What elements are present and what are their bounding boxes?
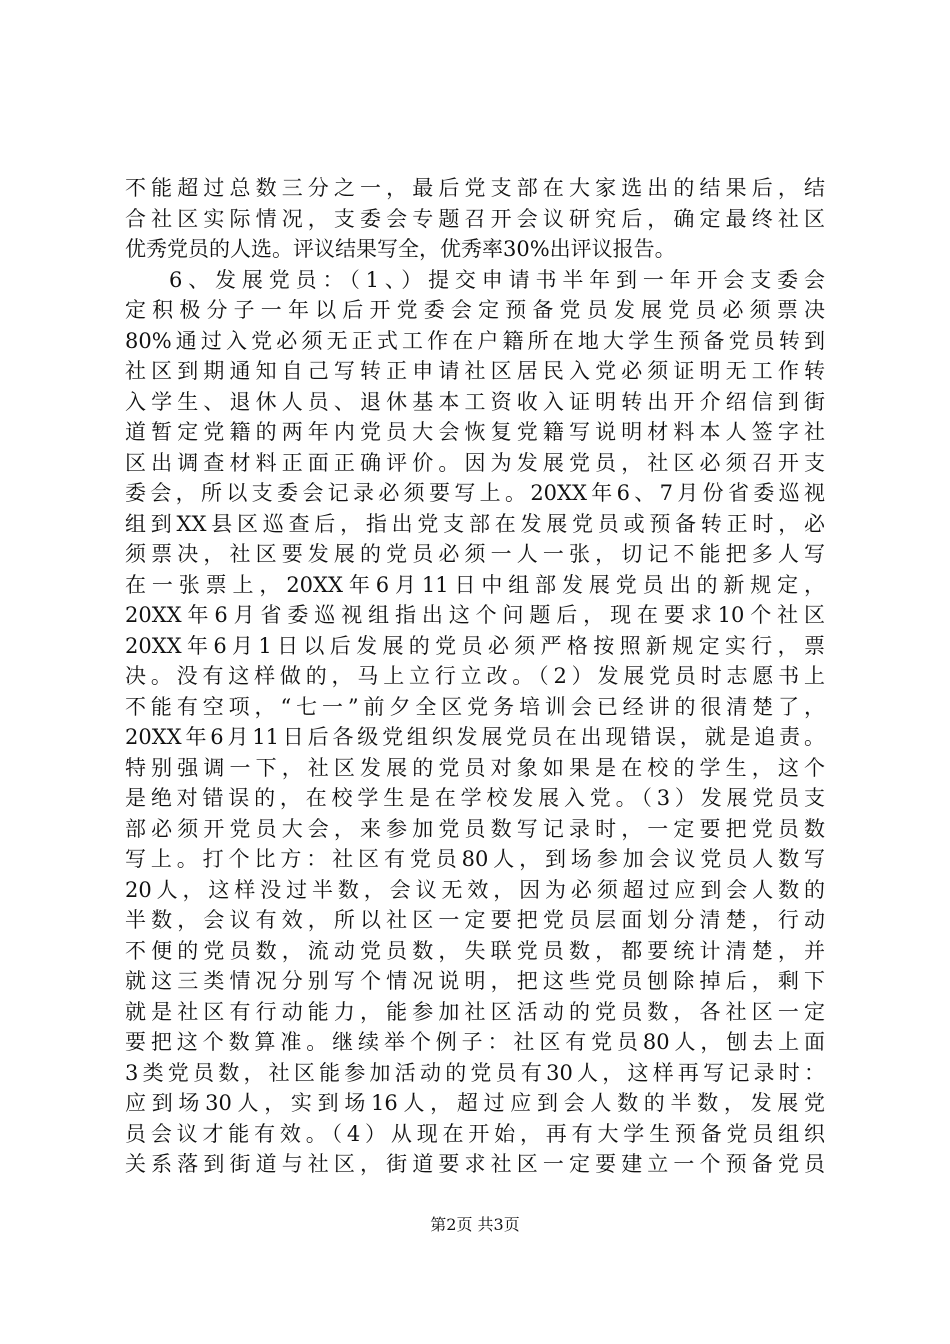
text-line: 就这三类情况分别写个情况说明，把这些党员刨除掉后，剩下 (125, 969, 825, 993)
text-line: 决。没有这样做的，马上立行立改。（2）发展党员时志愿书上 (125, 664, 825, 688)
text-line: 应到场30人，实到场16人，超过应到会人数的半数，发展党 (125, 1091, 825, 1115)
text-line: 在一张票上，20XX年6月11日中组部发展党员出的新规定， (125, 572, 825, 597)
text-line: 定积极分子一年以后开党委会定预备党员发展党员必须票决 (125, 298, 825, 322)
page-number-footer: 第2页 共3页 (430, 1215, 520, 1234)
text-line: 须票决，社区要发展的党员必须一人一张，切记不能把多人写 (125, 542, 825, 566)
text-line: 合社区实际情况，支委会专题召开会议研究后，确定最终社区 (125, 206, 825, 231)
text-line: 关系落到街道与社区，街道要求社区一定要建立一个预备党员 (125, 1152, 825, 1176)
text-line: 组到XX县区巡查后，指出党支部在发展党员或预备转正时，必 (125, 511, 825, 536)
document-body (125, 173, 825, 1180)
text-line: 特别强调一下，社区发展的党员对象如果是在校的学生，这个 (125, 755, 825, 780)
text-line: 社区到期通知自己写转正申请社区居民入党必须证明无工作转 (125, 359, 825, 383)
text-line: 区出调查材料正面正确评价。因为发展党员，社区必须召开支 (125, 450, 825, 475)
text-line: 员会议才能有效。（4）从现在开始，再有大学生预备党员组织 (125, 1121, 825, 1146)
text-line: 道暂定党籍的两年内党员大会恢复党籍写说明材料本人签字社 (125, 420, 825, 444)
text-line: 80%通过入党必须无正式工作在户籍所在地大学生预备党员转到 (125, 328, 825, 353)
text-line: 6、发展党员：（1、）提交申请书半年到一年开会支委会 (169, 267, 825, 292)
text-line: 要把这个数算准。继续举个例子：社区有党员80人，刨去上面 (125, 1030, 825, 1054)
text-line: 不便的党员数，流动党员数，失联党员数，都要统计清楚，并 (125, 938, 825, 963)
text-line: 委会，所以支委会记录必须要写上。20XX年6、7月份省委巡视 (125, 481, 825, 505)
text-line: 是绝对错误的，在校学生是在学校发展入党。（3）发展党员支 (125, 786, 825, 810)
text-line: 半数，会议有效，所以社区一定要把党员层面划分清楚，行动 (125, 908, 825, 932)
text-line: 入学生、退休人员、退休基本工资收入证明转出开介绍信到街 (125, 389, 825, 414)
text-line: 20XX年6月11日后各级党组织发展党员在出现错误，就是追责。 (125, 725, 825, 749)
text-line: 3类党员数，社区能参加活动的党员有30人，这样再写记录时： (125, 1060, 825, 1085)
text-line: 优秀党员的人选。评议结果写全，优秀率30%出评议报告。 (125, 237, 676, 261)
text-line: 就是社区有行动能力，能参加社区活动的党员数，各社区一定 (125, 999, 825, 1024)
text-line: 不能超过总数三分之一，最后党支部在大家选出的结果后，结 (125, 176, 825, 200)
text-line: 20XX年6月1日以后发展的党员必须严格按照新规定实行，票 (125, 633, 825, 658)
text-line: 部必须开党员大会，来参加党员数写记录时，一定要把党员数 (125, 816, 825, 841)
text-line: 不能有空项，“七一”前夕全区党务培训会已经讲的很清楚了， (125, 694, 825, 719)
text-line: 写上。打个比方：社区有党员80人，到场参加会议党员人数写 (125, 847, 825, 871)
text-line: 20XX年6月省委巡视组指出这个问题后，现在要求10个社区 (125, 603, 825, 627)
text-line: 20人，这样没过半数，会议无效，因为必须超过应到会人数的 (125, 877, 825, 902)
